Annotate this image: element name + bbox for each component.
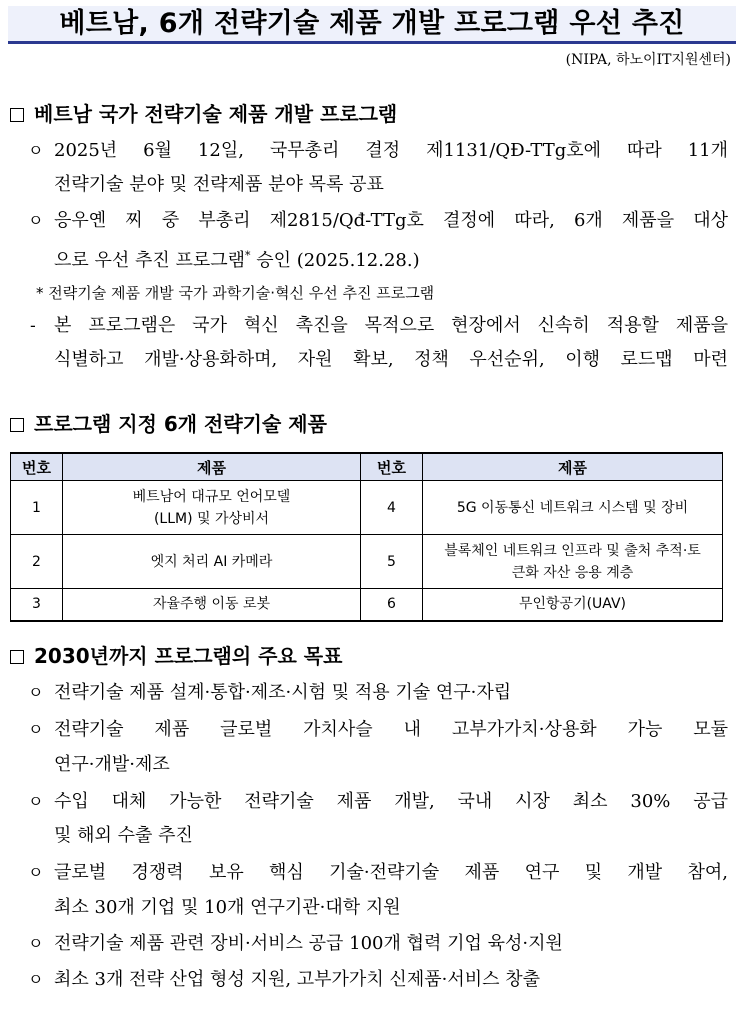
bullet2-line2-text: 으로 우선 추진 프로그램 <box>54 250 246 271</box>
bullet2-line1: 응우옌 찌 중 부총리 제2815/Qđ-TTg호 결정에 따라, 6개 제품을 대상 <box>54 210 728 231</box>
circle-bullet-icon: ㅇ <box>28 211 44 230</box>
footnote-marker: * <box>245 249 251 262</box>
circle-bullet-icon: ㅇ <box>28 863 44 882</box>
bullet1-line1: 2025년 6월 12일, 국무총리 결정 제1131/QĐ-TTg호에 따라 11개 <box>54 140 728 161</box>
dash1-line2: 식별하고 개발·상용화하며, 자원 확보, 정책 우선순위, 이행 로드맵 마련 <box>54 349 728 370</box>
table-cell-product: 엣지 처리 AI 카메라 <box>63 535 361 589</box>
section3-heading <box>10 643 342 669</box>
section1-heading-text: 베트남 국가 전략기술 제품 개발 프로그램 <box>34 102 398 126</box>
table-cell-number: 2 <box>11 535 63 589</box>
table-cell-number: 4 <box>361 481 423 535</box>
goal4-line1: 글로벌 경쟁력 보유 핵심 기술·전략기술 제품 연구 및 개발 참여, <box>54 862 728 883</box>
goal5: 전략기술 제품 관련 장비·서비스 공급 100개 협력 기업 육성·지원 <box>54 933 563 954</box>
table-cell-number: 3 <box>11 589 63 621</box>
circle-bullet-icon: ㅇ <box>28 970 44 989</box>
footnote: * 전략기술 제품 개발 국가 과학기술·혁신 우선 추진 프로그램 <box>36 284 435 302</box>
col-header-product: 제품 <box>63 453 361 481</box>
goal2-line2: 연구·개발·제조 <box>54 754 170 775</box>
source-attribution: (NIPA, 하노이IT지원센터) <box>565 52 731 68</box>
square-bullet-icon <box>10 108 24 122</box>
circle-bullet-icon: ㅇ <box>28 141 44 160</box>
goal3-line2: 및 해외 수출 추진 <box>54 825 193 846</box>
section2-heading <box>10 411 327 437</box>
goal3-line1: 수입 대체 가능한 전략기술 제품 개발, 국내 시장 최소 30% 공급 <box>54 791 728 812</box>
dash1-line1: 본 프로그램은 국가 혁신 촉진을 목적으로 현장에서 신속히 적용할 제품을 <box>54 315 728 336</box>
table-cell-product: 블록체인 네트워크 인프라 및 출처 추적·토큰화 자산 응용 계층 <box>423 535 723 589</box>
table-row <box>11 535 723 589</box>
bullet1-line2: 전략기술 분야 및 전략제품 분야 목록 공표 <box>54 174 384 195</box>
table-cell-number: 5 <box>361 535 423 589</box>
square-bullet-icon <box>10 650 24 664</box>
dash-bullet-icon: - <box>30 316 36 335</box>
section3-heading-text: 2030년까지 프로그램의 주요 목표 <box>34 644 343 668</box>
table-header-row <box>11 453 723 481</box>
circle-bullet-icon: ㅇ <box>28 934 44 953</box>
goal2-line1: 전략기술 제품 글로벌 가치사슬 내 고부가가치·상용화 가능 모듈 <box>54 719 728 740</box>
circle-bullet-icon: ㅇ <box>28 720 44 739</box>
table-cell-product: 베트남어 대규모 언어모델(LLM) 및 가상비서 <box>63 481 361 535</box>
table-cell-product: 5G 이동통신 네트워크 시스템 및 장비 <box>423 481 723 535</box>
section1-heading <box>10 101 397 127</box>
products-table <box>10 452 723 622</box>
circle-bullet-icon: ㅇ <box>28 792 44 811</box>
title-bar <box>8 6 736 44</box>
circle-bullet-icon: ㅇ <box>28 683 44 702</box>
table-cell-number: 1 <box>11 481 63 535</box>
section2-heading-text: 프로그램 지정 6개 전략기술 제품 <box>34 412 327 436</box>
table-cell-product: 무인항공기(UAV) <box>423 589 723 621</box>
col-header-number: 번호 <box>361 453 423 481</box>
bullet2-line2-date: 승인 (2025.12.28.) <box>250 250 420 271</box>
bullet2-line2 <box>54 243 420 274</box>
square-bullet-icon <box>10 418 24 432</box>
col-header-product: 제품 <box>423 453 723 481</box>
goal1: 전략기술 제품 설계·통합·제조·시험 및 적용 기술 연구·자립 <box>54 682 512 703</box>
col-header-number: 번호 <box>11 453 63 481</box>
page-title: 베트남, 6개 전략기술 제품 개발 프로그램 우선 추진 <box>59 8 685 39</box>
table-cell-number: 6 <box>361 589 423 621</box>
table-row <box>11 481 723 535</box>
table-row <box>11 589 723 621</box>
goal6: 최소 3개 전략 산업 형성 지원, 고부가가치 신제품·서비스 창출 <box>54 969 540 990</box>
table-cell-product: 자율주행 이동 로봇 <box>63 589 361 621</box>
goal4-line2: 최소 30개 기업 및 10개 연구기관·대학 지원 <box>54 897 401 918</box>
